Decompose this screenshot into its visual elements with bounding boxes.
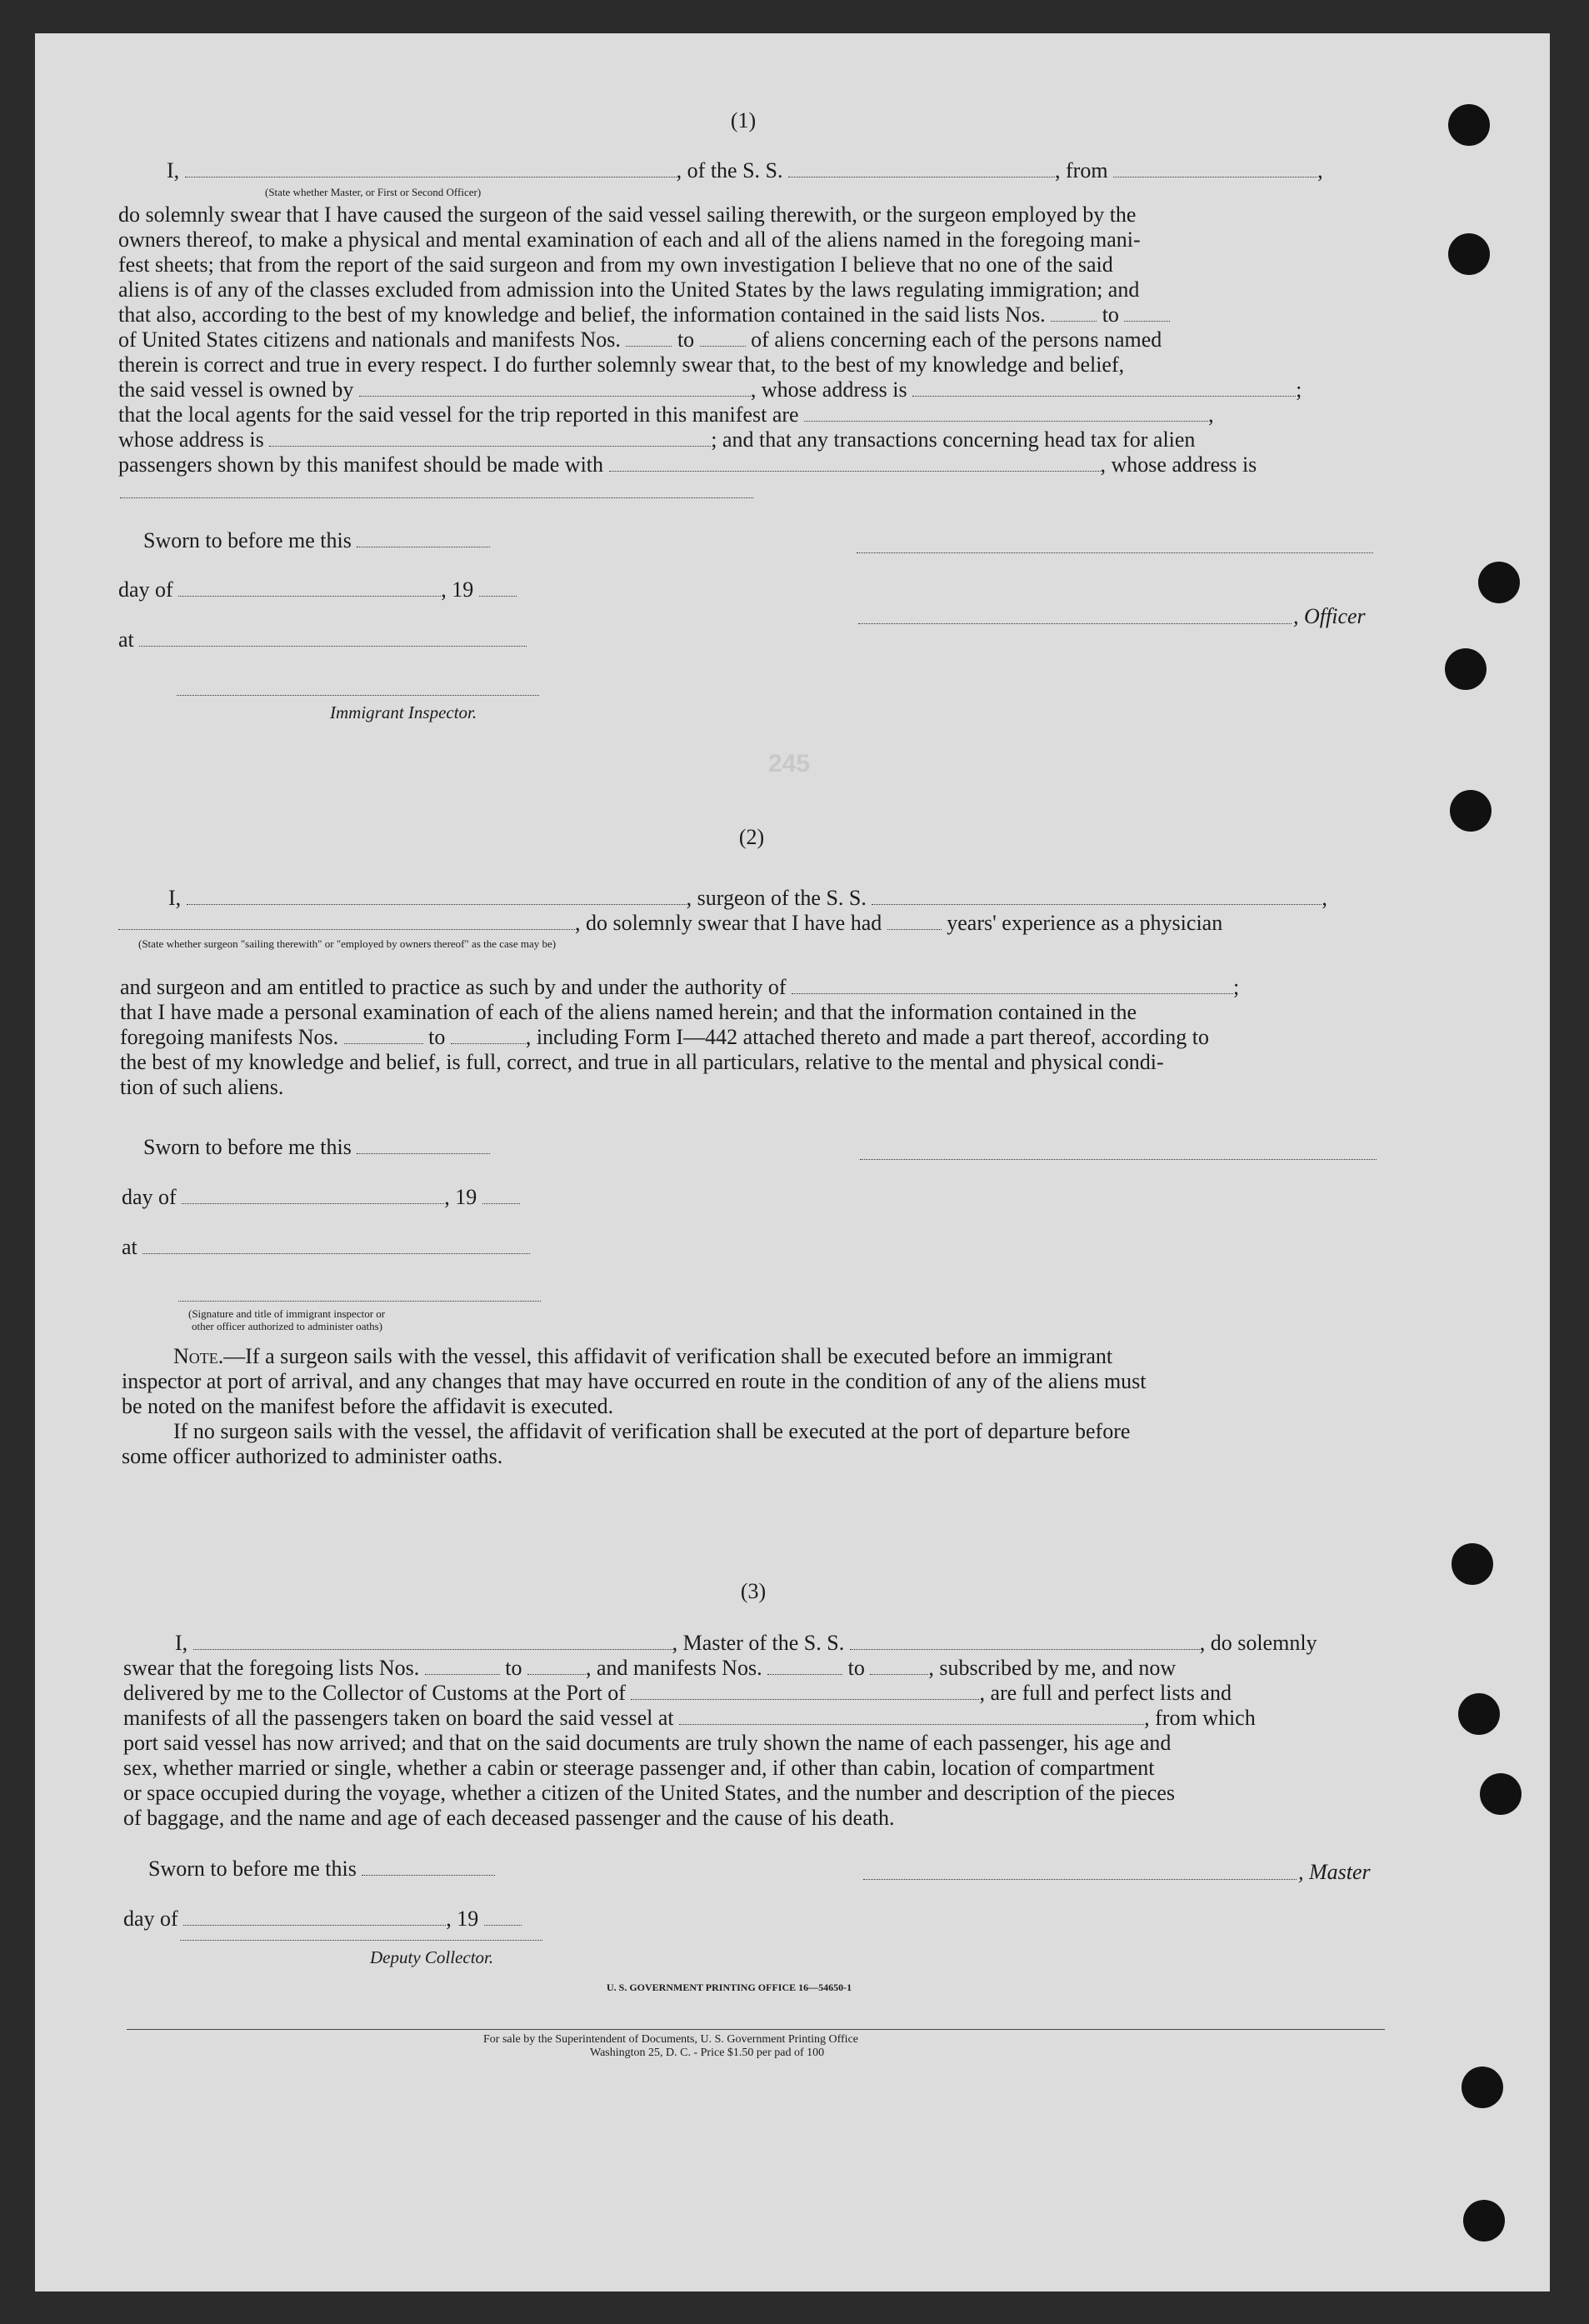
inspector-label: Immigrant Inspector.: [330, 702, 477, 722]
surgeon-vessel-field[interactable]: [872, 887, 1322, 905]
officer-label: , Officer: [1293, 604, 1366, 628]
sworn-date-field[interactable]: [357, 530, 490, 547]
bleed-through-mark: 245: [768, 750, 811, 777]
sworn-line: Sworn to before me this: [143, 528, 490, 553]
passengers-line: passengers shown by this manifest should be made with , whose address is: [118, 452, 1257, 477]
signature-note: (Signature and title of immigrant inspector or: [188, 1307, 386, 1320]
local-agents-field[interactable]: [804, 404, 1208, 422]
note-line: be noted on the manifest before the affidavit is executed.: [122, 1394, 614, 1418]
officer-signature-line[interactable]: [857, 552, 1373, 553]
sale-note: Washington 25, D. C. - Price $1.50 per pad of 100: [590, 2047, 825, 2059]
master-label: , Master: [1298, 1860, 1371, 1884]
section-2-number: (2): [738, 825, 765, 849]
body-line: the best of my knowledge and belief, is full, correct, and true in all particulars, relative to the mental and physical condi-: [120, 1050, 1164, 1074]
surgeon-signature-line[interactable]: [860, 1158, 1377, 1160]
port-line: delivered by me to the Collector of Customs at the Port of , are full and perfect lists and: [123, 1681, 1232, 1705]
body-line: or space occupied during the voyage, whether a citizen of the United States, and the number and description of the pieces: [123, 1781, 1176, 1805]
list-no-to-field[interactable]: [1124, 304, 1170, 322]
body-line: aliens is of any of the classes excluded from admission into the United States by the laws regulating immigration; and: [118, 277, 1140, 302]
port-field[interactable]: [631, 1682, 979, 1700]
body-line: sex, whether married or single, whether a cabin or steerage passenger and, if other than cabin, location of compartment: [123, 1756, 1155, 1780]
lists-line: that also, according to the best of my knowledge and belief, the information contained in the said lists Nos. to: [118, 302, 1170, 327]
manifest-to-field[interactable]: [870, 1657, 928, 1675]
boarding-port-field[interactable]: [679, 1707, 1144, 1725]
officer-name-field[interactable]: [185, 160, 677, 177]
years-experience-field[interactable]: [887, 912, 942, 930]
sworn-line: Sworn to before me this: [148, 1857, 495, 1882]
list-no-from-field[interactable]: [1051, 304, 1097, 322]
master-signature-line[interactable]: [863, 1878, 1297, 1880]
surgeon-name-field[interactable]: [187, 887, 687, 905]
sale-note: For sale by the Superintendent of Documents, U. S. Government Printing Office: [483, 2033, 858, 2046]
day-month-field[interactable]: [178, 579, 441, 597]
note-line: inspector at port of arrival, and any changes that may have occurred en route in the condition of any of the aliens must: [122, 1369, 1147, 1393]
manifest-from-field[interactable]: [344, 1027, 423, 1044]
note-line: Note.—If a surgeon sails with the vessel, this affidavit of verification shall be executed before an immigrant: [173, 1344, 1113, 1368]
body-line: therein is correct and true in every respect. I do further solemnly swear that, to the best of my knowledge and belief,: [118, 352, 1125, 377]
surgeon-state-note: (State whether surgeon "sailing therewith" or "employed by owners thereof" as the case may be): [138, 937, 557, 950]
footer-rule: [127, 2029, 1385, 2030]
note-line: some officer authorized to administer oaths.: [122, 1444, 503, 1468]
binder-hole: [1462, 2067, 1503, 2108]
body-line: port said vessel has now arrived; and that on the said documents are truly shown the name of each passenger, his age and: [123, 1731, 1172, 1755]
agents-address-field[interactable]: [269, 429, 711, 447]
address-line: whose address is ; and that any transactions concerning head tax for alien: [118, 427, 1196, 452]
master-name-field[interactable]: [193, 1632, 672, 1650]
binder-hole: [1445, 648, 1487, 690]
head-tax-agent-field[interactable]: [609, 454, 1101, 472]
body-line: owners thereof, to make a physical and mental examination of each and all of the aliens named in the foregoing mani-: [118, 227, 1141, 252]
year-field[interactable]: [484, 1908, 522, 1926]
owner-field[interactable]: [359, 379, 751, 397]
binder-hole: [1463, 2200, 1505, 2242]
day-line: day of , 19: [123, 1907, 522, 1932]
binder-hole: [1458, 1693, 1500, 1735]
at-line: at: [118, 627, 527, 652]
authority-line: and surgeon and am entitled to practice as such by and under the authority of ;: [120, 975, 1240, 999]
day-month-field[interactable]: [182, 1187, 444, 1204]
printer-imprint: U. S. GOVERNMENT PRINTING OFFICE 16—54650-1: [607, 1982, 852, 1993]
state-note: (State whether Master, or First or Second Officer): [265, 186, 482, 198]
head-tax-address-field[interactable]: [120, 497, 753, 498]
port-from-field[interactable]: [1113, 160, 1317, 177]
collector-label: Deputy Collector.: [370, 1947, 494, 1967]
binder-hole: [1478, 562, 1520, 603]
officer-signature-line[interactable]: [178, 1300, 541, 1302]
body-line: do solemnly swear that I have caused the surgeon of the said vessel sailing therewith, or the surgeon employed by the: [118, 202, 1137, 227]
body-line: fest sheets; that from the report of the said surgeon and from my own investigation I believe that no one of the said: [118, 252, 1113, 277]
owned-line: the said vessel is owned by , whose address is ;: [118, 377, 1302, 402]
manifest-no-to-field[interactable]: [700, 329, 746, 347]
day-month-field[interactable]: [183, 1908, 446, 1926]
body-line: of baggage, and the name and age of each deceased passenger and the cause of his death.: [123, 1806, 895, 1830]
list-to-field[interactable]: [527, 1657, 586, 1675]
citizens-line: of United States citizens and nationals and manifests Nos. to of aliens concerning each of the persons named: [118, 327, 1162, 352]
manifest-to-field[interactable]: [451, 1027, 526, 1044]
surgeon-status-field[interactable]: [118, 912, 575, 930]
note-line: If no surgeon sails with the vessel, the affidavit of verification shall be executed at the port of departure before: [173, 1419, 1131, 1443]
body-line: that I have made a personal examination of each of the aliens named herein; and that the information contained in the: [120, 1000, 1137, 1024]
oath-1-line: I, , of the S. S. , from ,: [167, 158, 1323, 182]
authority-field[interactable]: [792, 977, 1233, 994]
sworn-line: Sworn to before me this: [143, 1135, 490, 1160]
form-page: [35, 33, 1550, 2292]
year-field[interactable]: [479, 579, 517, 597]
officer-title-line[interactable]: [858, 622, 1292, 624]
collector-signature-line[interactable]: [180, 1939, 542, 1941]
inspector-signature-line[interactable]: [177, 694, 539, 696]
sworn-date-field[interactable]: [357, 1137, 490, 1154]
binder-hole: [1452, 1543, 1493, 1585]
manifest-no-from-field[interactable]: [626, 329, 672, 347]
master-line: I, , Master of the S. S. , do solemnly: [175, 1631, 1317, 1655]
master-vessel-field[interactable]: [850, 1632, 1200, 1650]
section-3-number: (3): [740, 1579, 767, 1603]
place-field[interactable]: [139, 629, 527, 647]
day-line: day of , 19: [118, 577, 517, 602]
boarding-line: manifests of all the passengers taken on board the said vessel at , from which: [123, 1706, 1256, 1730]
place-field[interactable]: [142, 1237, 530, 1254]
foregoing-line: foregoing manifests Nos. to , including Form I—442 attached thereto and made a part thereof, according to: [120, 1025, 1210, 1049]
binder-hole: [1448, 233, 1490, 275]
binder-hole: [1448, 104, 1490, 146]
binder-hole: [1480, 1773, 1522, 1815]
experience-line: , do solemnly swear that I have had years' experience as a physician: [118, 911, 1222, 936]
year-field[interactable]: [482, 1187, 520, 1204]
section-1-number: (1): [730, 108, 757, 132]
at-line: at: [122, 1235, 530, 1260]
binder-hole: [1450, 790, 1492, 832]
vessel-name-field[interactable]: [788, 160, 1055, 177]
sworn-date-field[interactable]: [362, 1858, 495, 1876]
owner-address-field[interactable]: [912, 379, 1296, 397]
lists-line: swear that the foregoing lists Nos. to , and manifests Nos. to , subscribed by me, and now: [123, 1656, 1177, 1680]
signature-note: other officer authorized to administer oaths): [192, 1320, 382, 1332]
agents-line: that the local agents for the said vessel for the trip reported in this manifest are ,: [118, 402, 1214, 427]
surgeon-line: I, , surgeon of the S. S. ,: [168, 886, 1327, 910]
body-line: tion of such aliens.: [120, 1075, 284, 1099]
day-line: day of , 19: [122, 1185, 520, 1210]
list-from-field[interactable]: [425, 1657, 500, 1675]
manifest-from-field[interactable]: [767, 1657, 842, 1675]
